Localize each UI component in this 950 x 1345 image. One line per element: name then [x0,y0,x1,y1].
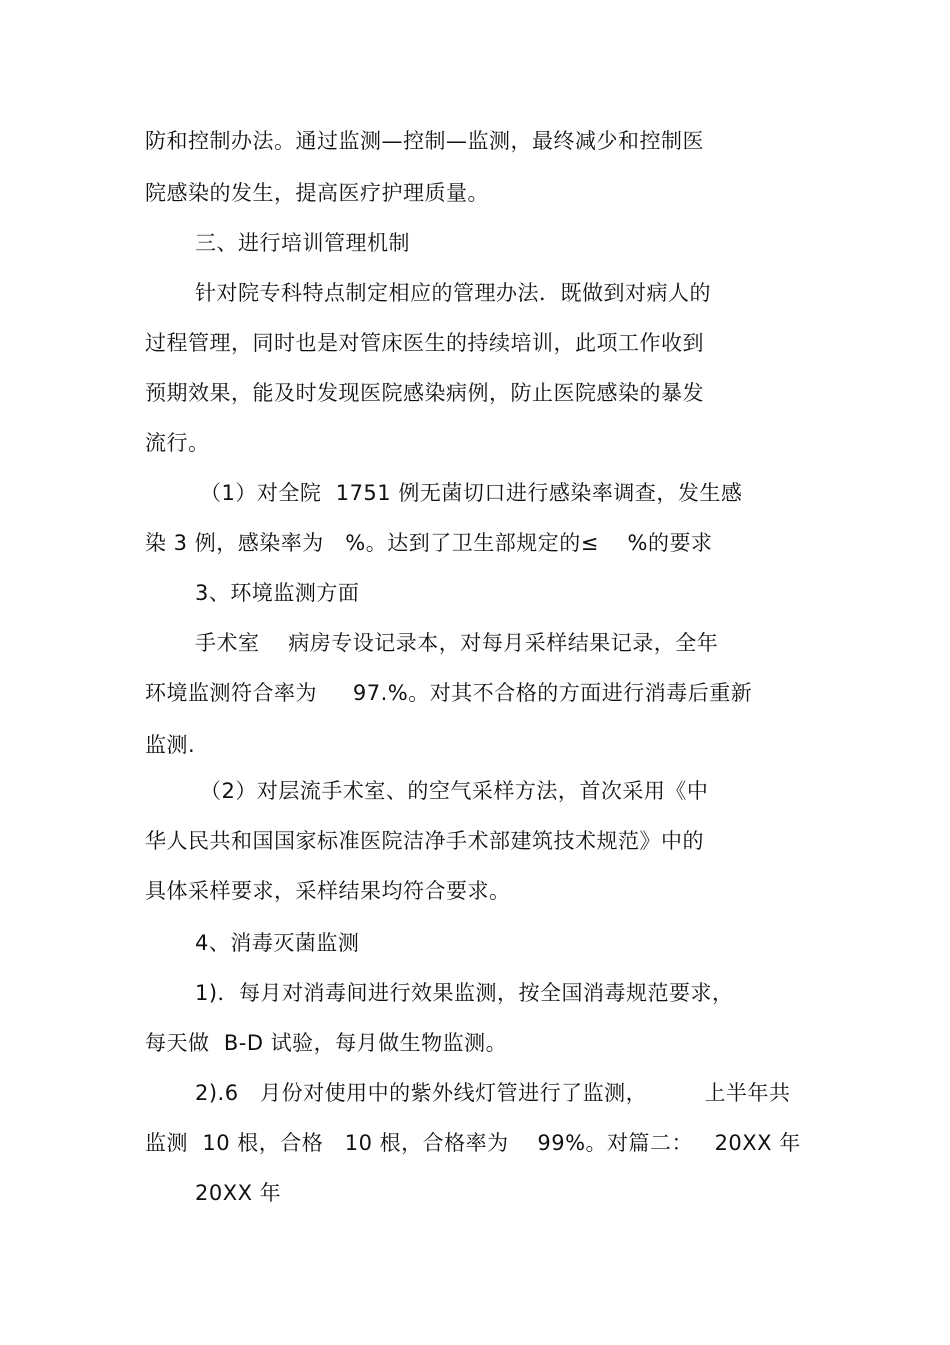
section-heading-3: 三、进行培训管理机制 [195,231,410,255]
text-line-18: 1)．每月对消毒间进行效果监测，按全国消毒规范要求， [195,981,734,1005]
text-line-13: 监测. [145,733,196,757]
text-line-2: 院感染的发生，提高医疗护理质量。 [145,181,489,205]
text-line-14: （2）对层流手术室、的空气采样方法，首次采用《中 [200,779,709,803]
text-line-22: 20XX 年 [195,1181,282,1205]
text-line-4: 针对院专科特点制定相应的管理办法．既做到对病人的 [195,281,711,305]
text-line-15: 华人民共和国国家标准医院洁净手术部建筑技术规范》中的 [145,829,704,853]
text-line-12: 环境监测符合率为 97.%。对其不合格的方面进行消毒后重新 [145,681,753,705]
section-heading-disinfect: 4、消毒灭菌监测 [195,931,360,955]
section-heading-env: 3、环境监测方面 [195,581,360,605]
text-line-6: 预期效果，能及时发现医院感染病例，防止医院感染的暴发 [145,381,704,405]
text-line-8: （1）对全院 1751 例无菌切口进行感染率调查，发生感 [200,481,743,505]
text-line-9: 染 3 例，感染率为 %。达到了卫生部规定的≤ %的要求 [145,531,713,555]
text-line-21: 监测 10 根，合格 10 根，合格率为 99%。对篇二： 20XX 年 [145,1131,801,1155]
text-line-20: 2).6 月份对使用中的紫外线灯管进行了监测， 上半年共 [195,1081,791,1105]
text-line-11: 手术室 病房专设记录本，对每月采样结果记录，全年 [195,631,719,655]
text-line-19: 每天做 B-D 试验，每月做生物监测。 [145,1031,508,1055]
text-line-16: 具体采样要求，采样结果均符合要求。 [145,879,511,903]
text-line-7: 流行。 [145,431,210,455]
text-line-5: 过程管理，同时也是对管床医生的持续培训，此项工作收到 [145,331,704,355]
text-line-1: 防和控制办法。通过监测—控制—监测，最终减少和控制医 [145,129,704,153]
